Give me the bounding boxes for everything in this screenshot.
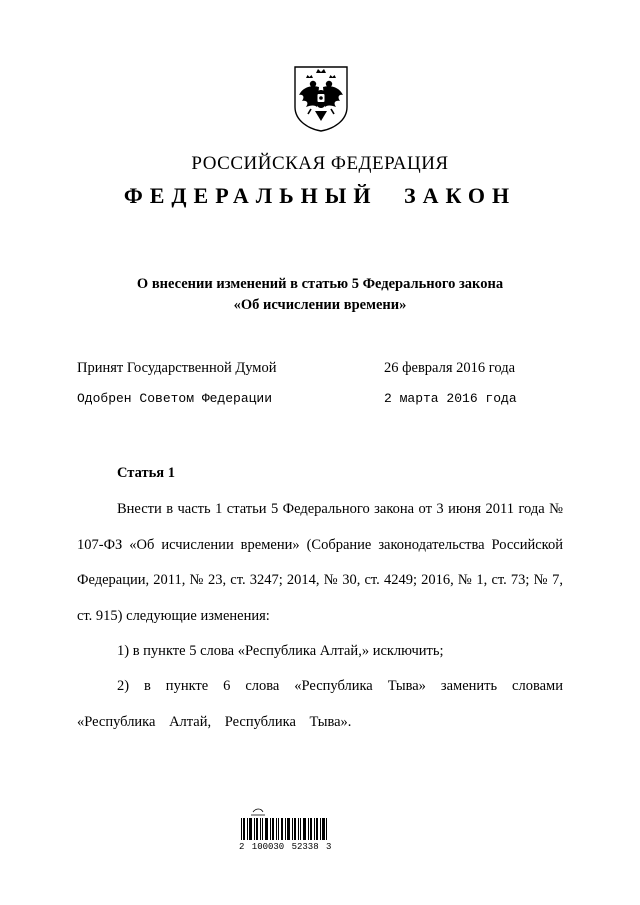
law-title-line-1: О внесении изменений в статью 5 Федерального закона — [136, 276, 504, 292]
adoption-date: 2 марта 2016 года — [384, 391, 517, 406]
law-title — [0, 274, 640, 316]
article-paragraph: 2) в пункте 6 слова «Республика Тыва» заменить словами «Республика Алтай, Республика Тыва». — [77, 678, 563, 730]
coat-of-arms-icon — [289, 63, 353, 133]
article-heading: Статья 1 — [117, 465, 175, 481]
article-paragraph: 1) в пункте 5 слова «Республика Алтай,» исключить; — [117, 643, 444, 659]
country-name: РОССИЙСКАЯ ФЕДЕРАЦИЯ — [191, 153, 449, 174]
adoption-label: Принят Государственной Думой — [77, 360, 277, 376]
article-paragraph: Внести в часть 1 статьи 5 Федерального закона от 3 июня 2011 года № 107-ФЗ «Об исчислении времени» (Собрание законодательства Российской Федерации, 2011, № 23, ст. 3247; 2014, № 30, ст. 4249; 2016, № 1, ст. 73; № 7, ст. 915) следующие изменения: — [77, 501, 563, 624]
adoption-date: 26 февраля 2016 года — [384, 360, 516, 376]
barcode-number: 2 100030 52338 3 — [239, 842, 332, 852]
adoption-label: Одобрен Советом Федерации — [77, 391, 273, 406]
document-type: ФЕДЕРАЛЬНЫЙ ЗАКОН — [123, 183, 517, 208]
law-title-line-2: «Об исчислении времени» — [233, 297, 407, 313]
